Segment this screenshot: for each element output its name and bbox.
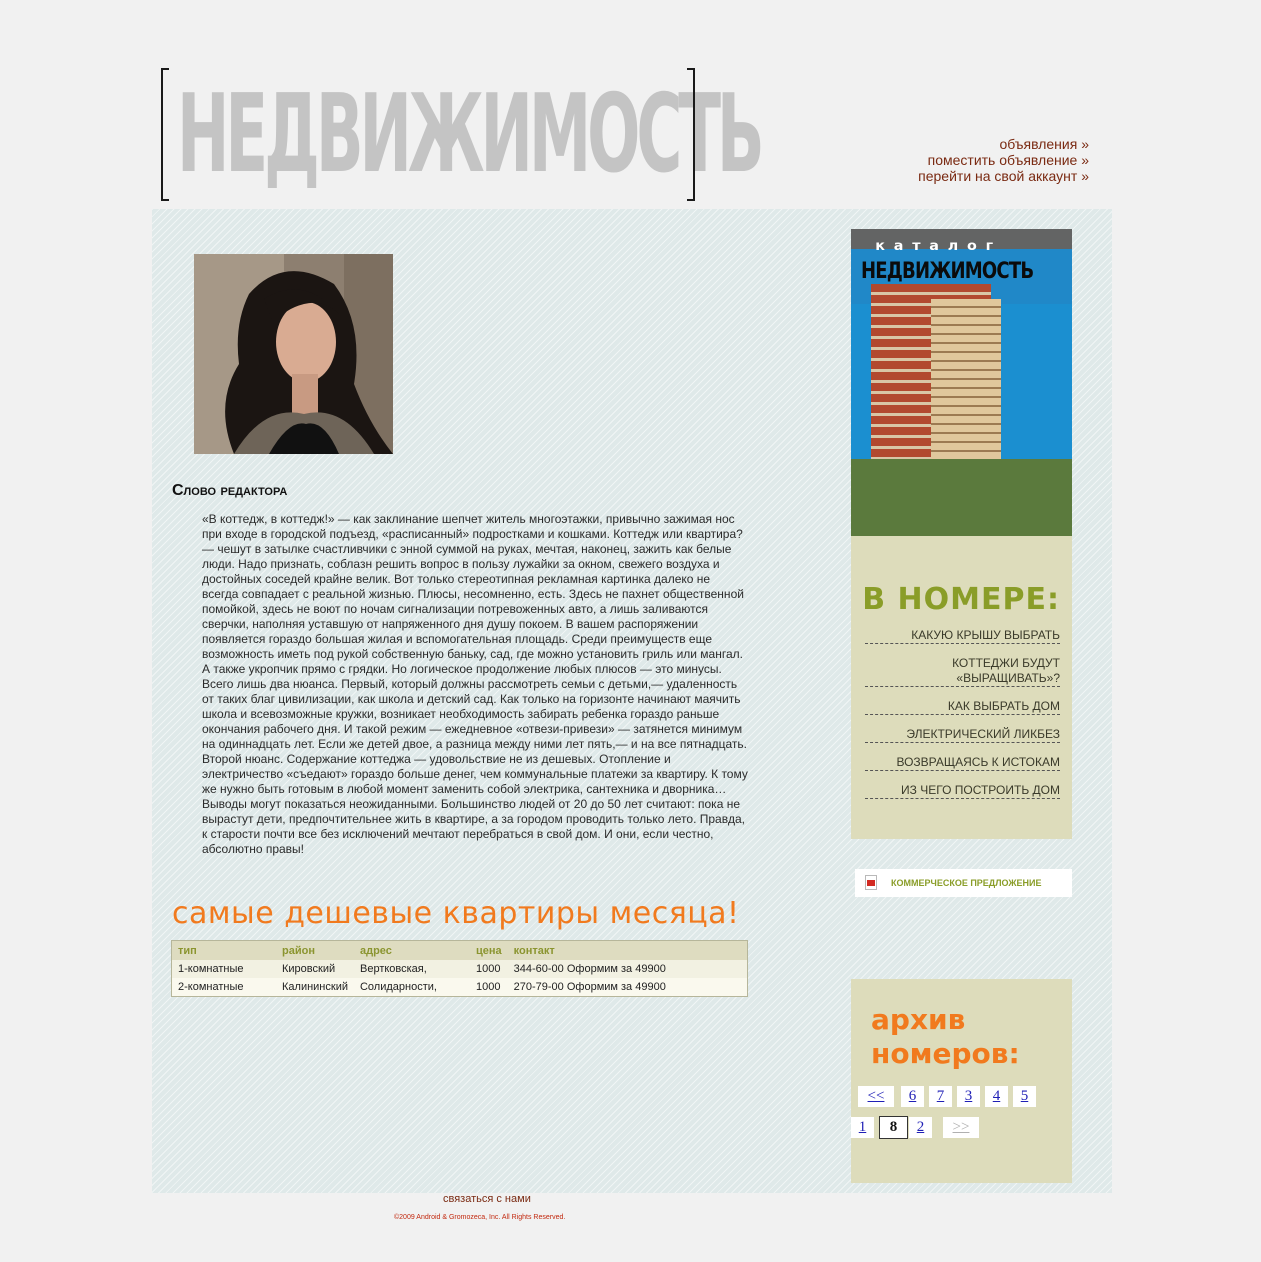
issue-item-cottages[interactable]: КОТТЕДЖИ БУДУТ «ВЫРАЩИВАТЬ»? [865, 656, 1060, 687]
cell-contact: 270-79-00 Оформим за 49900 [508, 978, 748, 997]
editor-photo [194, 254, 393, 454]
archive-page-link[interactable]: 1 [851, 1117, 874, 1138]
archive-page-link[interactable]: 2 [909, 1117, 932, 1138]
cheapest-apartments-table [171, 940, 748, 997]
issue-item-build-material[interactable]: ИЗ ЧЕГО ПОСТРОИТЬ ДОМ [865, 783, 1060, 799]
archive-page-link[interactable]: 7 [929, 1086, 952, 1107]
archive-title-line2: номеров: [871, 1037, 1020, 1070]
cell-district: Кировский [276, 960, 354, 978]
cell-price: 1000 [470, 978, 508, 997]
archive-page-link[interactable]: 4 [985, 1086, 1008, 1107]
top-navigation [918, 136, 1089, 184]
column-header-contact: контакт [508, 941, 748, 961]
copyright: ©2009 Android & Gromozeca, Inc. All Rights Reserved. [394, 1214, 566, 1221]
archive-current-page: 8 [879, 1116, 908, 1139]
issue-item-electric[interactable]: ЭЛЕКТРИЧЕСКИЙ ЛИКБЕЗ [865, 727, 1060, 743]
cover-title: НЕДВИЖИМОСТЬ [861, 259, 1034, 284]
column-header-type: тип [172, 941, 277, 961]
column-header-price: цена [470, 941, 508, 961]
logo-bracket-left [161, 68, 169, 201]
table-header-row [172, 941, 748, 961]
cell-address: Солидарности, [354, 978, 470, 997]
editor-title: Слово редактора [172, 482, 288, 499]
commercial-offer-link[interactable] [855, 869, 1072, 897]
column-header-district: район [276, 941, 354, 961]
archive-page-link[interactable]: 3 [957, 1086, 980, 1107]
in-this-issue-box [851, 536, 1072, 839]
cover-ground-image [851, 459, 1072, 536]
archive-next-button[interactable]: >> [943, 1117, 979, 1138]
pdf-icon [865, 875, 877, 890]
nav-post-ad-link[interactable]: поместить объявление » [927, 152, 1089, 168]
nav-account-link[interactable]: перейти на свой аккаунт » [918, 168, 1089, 184]
column-header-address: адрес [354, 941, 470, 961]
archive-prev-button[interactable]: << [858, 1086, 894, 1107]
editor-portrait-image [194, 254, 393, 454]
cell-address: Вертковская, [354, 960, 470, 978]
cover-katalog-label: каталог [875, 239, 1002, 254]
archive-box [851, 979, 1072, 1183]
archive-title [871, 1003, 1020, 1071]
table-row [172, 960, 748, 978]
cell-district: Калининский [276, 978, 354, 997]
archive-page-link[interactable]: 6 [901, 1086, 924, 1107]
contact-us-link[interactable]: связаться с нами [443, 1193, 531, 1205]
in-this-issue-list [865, 628, 1060, 811]
cheapest-apartments-title: самые дешевые квартиры месяца! [172, 896, 740, 931]
cell-type: 1-комнатные [172, 960, 277, 978]
cell-type: 2-комнатные [172, 978, 277, 997]
issue-item-roof[interactable]: КАКУЮ КРЫШУ ВЫБРАТЬ [865, 628, 1060, 644]
table-row [172, 978, 748, 997]
site-logo[interactable] [161, 68, 761, 201]
archive-title-line1: архив [871, 1003, 966, 1036]
magazine-cover[interactable] [851, 229, 1072, 536]
issue-item-choose-house[interactable]: КАК ВЫБРАТЬ ДОМ [865, 699, 1060, 715]
editor-text: «В коттедж, в коттедж!» — как заклинание шепчет житель многоэтажки, привычно зажимая нос при входе в городской подъезд, «расписанный» подростками и кошками. Коттедж или квартира? — чешут в затылке счастливчики с энной суммой на руках, мечтая, наконец, зажить как белые люди. Надо признать, соблазн решить вопрос в пользу лужайки за окном, свежего воздуха и достойных соседей крайне велик. Вот только стереотипная рекламная картинка далеко не всегда совпадает с реальной жизнью. Плюсы, несомненно, есть. Здесь не пахнет общественной помойкой, здесь не воют по ночам сигнализации потревоженных авто, а лишь заливаются сверчки, наполняя уставшую от напряженного дня душу покоем. В вашем распоряжении появляется гораздо большая жилая и вспомогательная площадь. Среди преимуществ еще возможность иметь под рукой собственную баньку, сад, где можно установить гриль или мангал. А также укропчик прямо с грядки. Но логическое продолжение любых плюсов — это минусы. Всего лишь два нюанса. Первый, который должны рассмотреть семьи с детьми,— удаленность от таких благ цивилизации, как школа и детский сад. Как только на горизонте начинают маячить школа и всевозможные кружки, возникает необходимость забирать ребенка гораздо раньше окончания рабочего дня. И такой режим — ежедневное «отвези-привези» — затянется минимум на одиннадцать лет. Если же детей двое, а разница между ними лет пять,— и на все пятнадцать. Второй нюанс. Содержание коттеджа — удовольствие не из дешевых. Отопление и электричество «съедают» гораздо больше денег, чем коммунальные платежи за квартиру. К тому же нужно быть готовым в любой момент заменить собой электрика, сантехника и дворника… Выводы могут показаться неожиданными. Большинство людей от 20 до 50 лет считают: пока не вырастут дети, предпочтительнее жить в квартире, а за городом проводить только лето. Правда, к старости почти все без исключений мечтают перебраться в свой дом. И они, если честно, абсолютно правы! [202, 512, 748, 856]
cell-price: 1000 [470, 960, 508, 978]
in-this-issue-title: В НОМЕРЕ: [862, 582, 1060, 617]
commercial-offer-label: КОММЕРЧЕСКОЕ ПРЕДЛОЖЕНИЕ [891, 878, 1042, 888]
logo-text: НЕДВИЖИМОСТЬ [177, 72, 761, 197]
logo-bracket-right [687, 68, 695, 201]
nav-ads-link[interactable]: объявления » [999, 136, 1089, 152]
issue-item-origins[interactable]: ВОЗВРАЩАЯСЬ К ИСТОКАМ [865, 755, 1060, 771]
cell-contact: 344-60-00 Оформим за 49900 [508, 960, 748, 978]
archive-page-link[interactable]: 5 [1013, 1086, 1036, 1107]
